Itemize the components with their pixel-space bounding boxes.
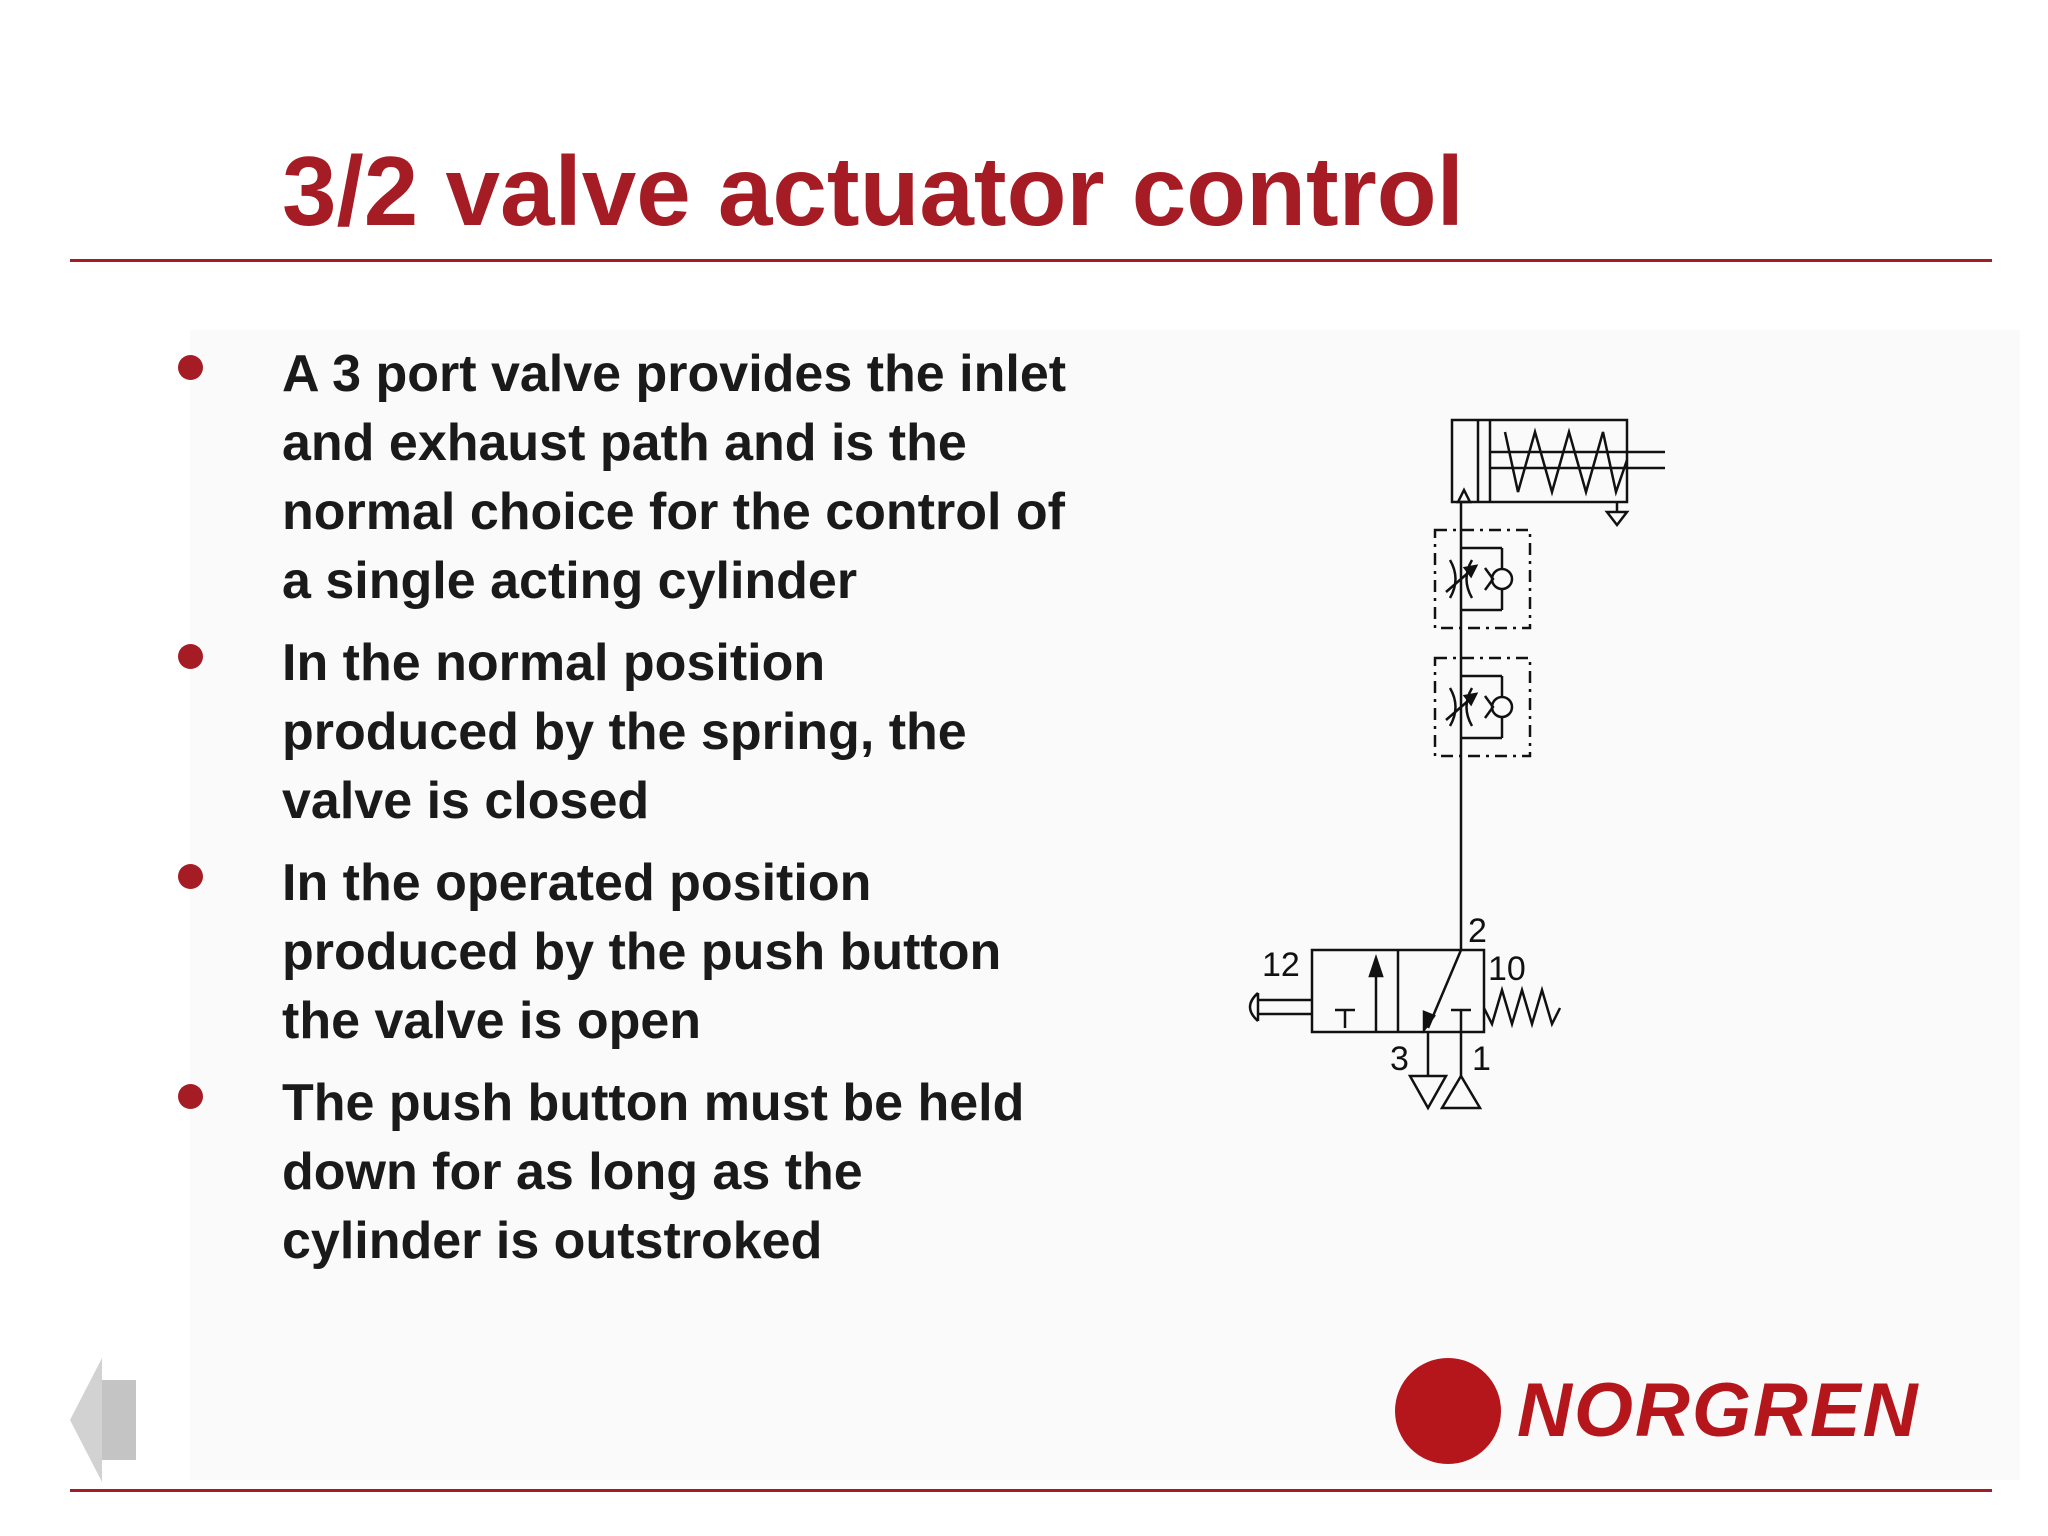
port-label-1: 1 (1472, 1040, 1491, 1078)
flow-regulator-1 (1435, 530, 1530, 628)
logo-circle (1395, 1358, 1501, 1464)
bullet-list (170, 340, 1070, 1289)
bullet-text: The push button must be held down for as long as the cylinder is outstroked (282, 1074, 1025, 1270)
bullet-item (170, 629, 1070, 836)
bullet-item (170, 1069, 1070, 1276)
single-acting-cylinder (1452, 420, 1665, 525)
back-arrow-icon[interactable] (66, 1352, 140, 1488)
title-divider (70, 259, 1992, 262)
bullet-dot-icon (178, 644, 203, 669)
bullet-text: In the normal position produced by the spring, the valve is closed (282, 634, 967, 830)
flow-regulator-2 (1435, 658, 1530, 756)
port-label-2: 2 (1468, 912, 1487, 950)
slide-title: 3/2 valve actuator control (282, 136, 1464, 246)
pneumatic-circuit-diagram (1230, 400, 1680, 1140)
logo-text: NORGREN (1517, 1368, 1920, 1453)
footer-divider (70, 1489, 1992, 1492)
port-label-3: 3 (1390, 1040, 1409, 1078)
bullet-dot-icon (178, 355, 203, 380)
bullet-item (170, 849, 1070, 1056)
port-label-10: 10 (1488, 950, 1526, 988)
bullet-item (170, 340, 1070, 616)
bullet-dot-icon (178, 864, 203, 889)
bullet-text: A 3 port valve provides the inlet and exhaust path and is the normal choice for the control of a single acting cylinder (282, 345, 1067, 610)
bullet-text: In the operated position produced by the push button the valve is open (282, 854, 1002, 1050)
bullet-dot-icon (178, 1084, 203, 1109)
port-label-12: 12 (1262, 946, 1300, 984)
